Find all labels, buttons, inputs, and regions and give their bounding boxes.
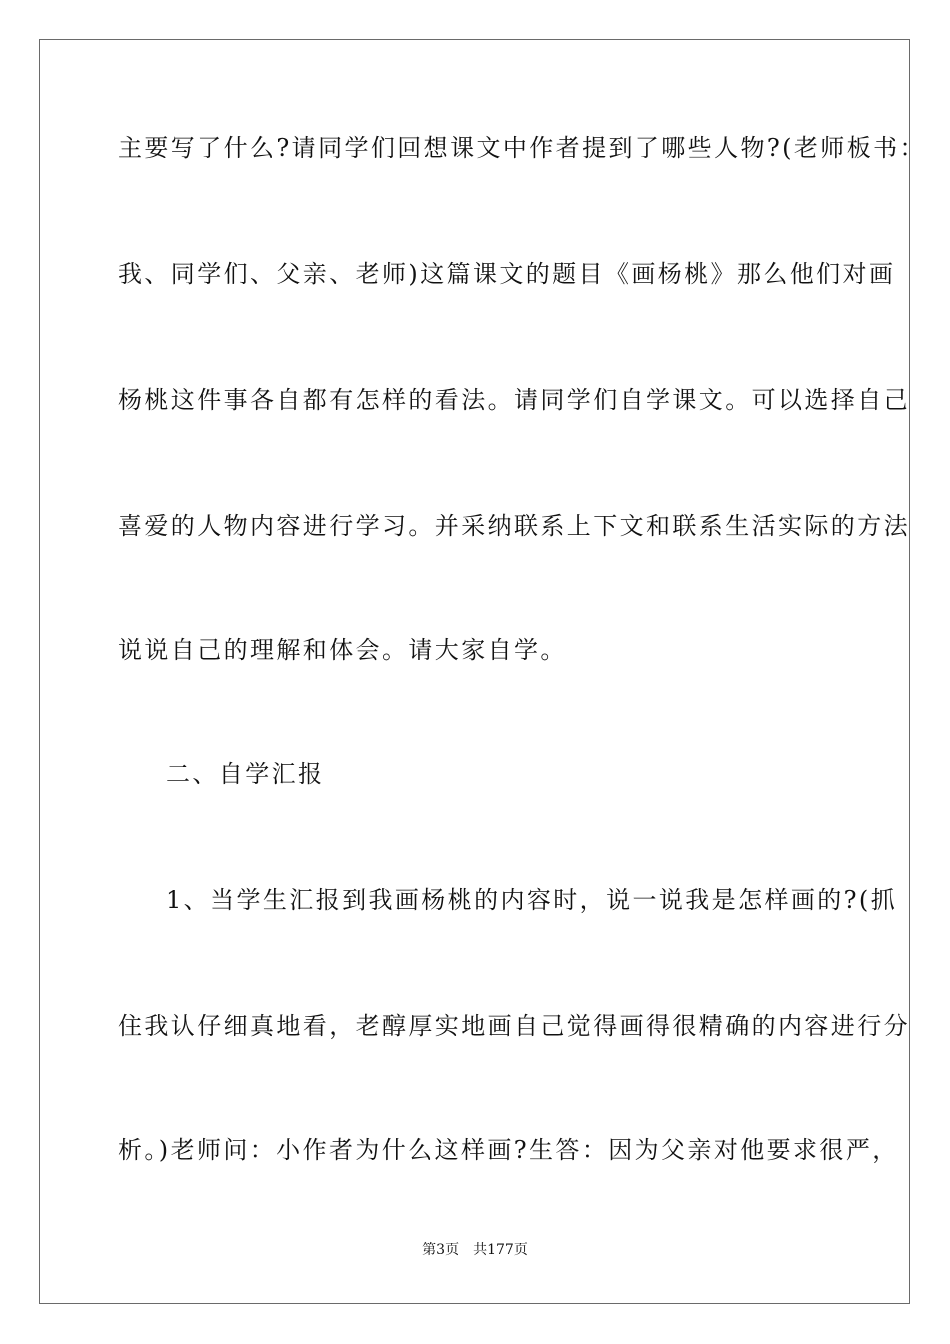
page-number: 第3页 <box>422 1242 460 1258</box>
body-text-line-4: 喜爱的人物内容进行学习。并采纳联系上下文和联系生活实际的方法 <box>118 512 910 540</box>
page-footer <box>0 1241 950 1259</box>
body-text-line-8: 析。)老师问：小作者为什么这样画?生答：因为父亲对他要求很严， <box>118 1136 899 1164</box>
body-text-line-1: 主要写了什么?请同学们回想课文中作者提到了哪些人物?(老师板书： <box>118 134 926 162</box>
body-text-line-3: 杨桃这件事各自都有怎样的看法。请同学们自学课文。可以选择自己 <box>118 386 910 414</box>
body-text-line-2: 我、同学们、父亲、老师)这篇课文的题目《画杨桃》那么他们对画 <box>118 260 896 288</box>
body-text-line-5: 说说自己的理解和体会。请大家自学。 <box>118 636 567 664</box>
page-border <box>39 39 910 1304</box>
body-text-line-6: 1、当学生汇报到我画杨桃的内容时，说一说我是怎样画的?(抓 <box>166 886 898 914</box>
section-heading: 二、自学汇报 <box>166 760 325 788</box>
page-total: 共177页 <box>473 1242 528 1258</box>
body-text-line-7: 住我认仔细真地看，老醇厚实地画自己觉得画得很精确的内容进行分 <box>118 1012 910 1040</box>
